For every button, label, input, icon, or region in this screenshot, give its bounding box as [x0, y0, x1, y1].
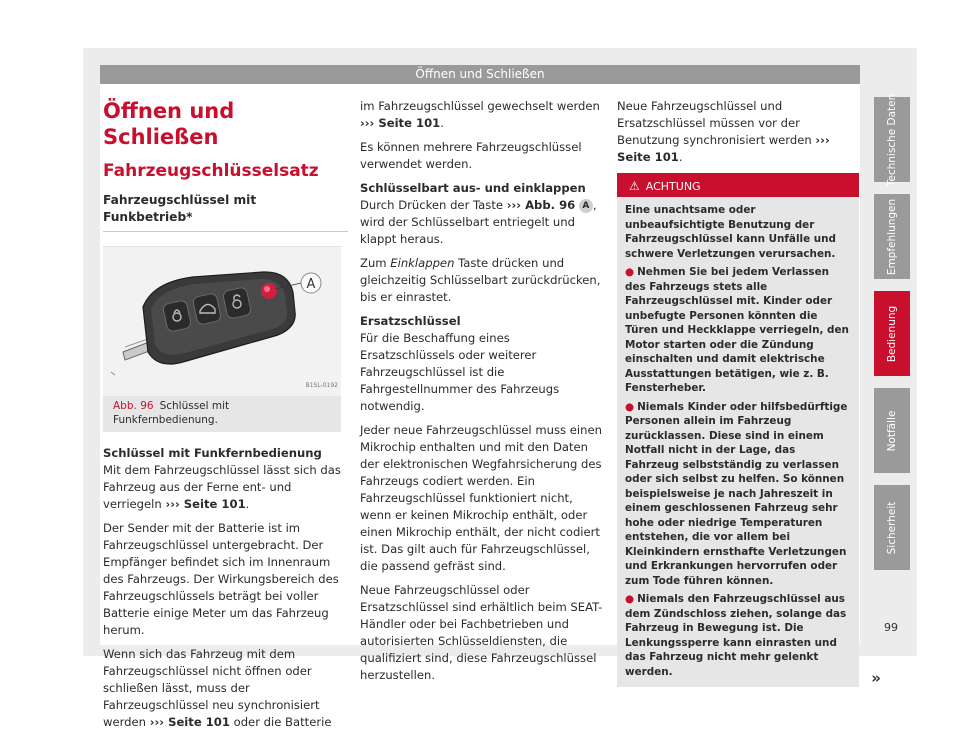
page-link[interactable]: ››› Seite 101 — [360, 116, 441, 130]
figure-caption — [103, 396, 341, 432]
tab-notfaelle[interactable] — [874, 388, 910, 473]
warning-item — [625, 592, 851, 679]
warning-intro: Eine unachtsame oder unbeaufsichtigte Benutzung der Fahrzeugschlüssel kann Unfälle und schwere Verletzungen verursachen. — [625, 204, 836, 260]
tab-sicherheit[interactable] — [874, 485, 910, 570]
warning-box — [617, 173, 881, 687]
warning-item — [625, 400, 851, 589]
paragraph: Der Sender mit der Batterie ist im Fahrzeugschlüssel untergebracht. Der Empfänger befindet sich im Innenraum des Fahrzeugs. Der Wirkungsbereich des Fahrzeugschlüssels beträgt bei voller Batterie einige Meter um das Fahrzeug herum. — [103, 521, 339, 637]
paragraph: Für die Beschaffung eines Ersatzschlüssels oder weiterer Fahrzeugschlüssel ist die Fahrgestellnummer des Fahrzeugs notwendig. — [360, 331, 560, 413]
tab-label: Notfälle — [886, 410, 898, 451]
tab-label: Sicherheit — [886, 501, 898, 554]
warning-item-text: Niemals den Fahrzeugschlüssel aus dem Zündschloss ziehen, solange das Fahrzeug in Bewegung ist. Die Lenkungssperre kann einrasten und das Fahrzeug nicht mehr gelenkt werden. — [625, 593, 847, 678]
warning-header — [617, 175, 859, 197]
tab-label: Bedienung — [886, 305, 898, 362]
figure-link[interactable]: ››› Abb. 96 — [506, 198, 576, 212]
paragraph-text: Durch Drücken der Taste — [360, 198, 504, 212]
bullet-icon: ● — [625, 593, 635, 605]
callout-marker: A — [579, 199, 593, 213]
column-right — [617, 98, 881, 687]
page-number: 99 — [884, 621, 898, 634]
key-illustration — [103, 247, 341, 397]
warning-title: ACHTUNG — [645, 180, 701, 193]
subheading-blade: Schlüsselbart aus- und einklappen — [360, 181, 586, 195]
paragraph-text: , wird der Schlüsselbart entriegelt und klappt heraus. — [360, 198, 597, 246]
warning-triangle-icon: ⚠ — [629, 179, 640, 193]
column-middle — [360, 98, 605, 691]
tab-empfehlungen[interactable] — [874, 194, 910, 279]
page-link[interactable]: ››› Seite 101 — [165, 497, 246, 511]
subheading-spare-key: Ersatzschlüssel — [360, 314, 461, 328]
paragraph-text: oder die Batterie — [233, 715, 332, 729]
running-header: Öffnen und Schließen — [100, 65, 860, 84]
paragraph-text: Wenn sich das Fahrzeug mit dem Fahrzeugschlüssel nicht öffnen oder schließen lässt, muss der Fahrzeugschlüssel neu synchronisiert werden — [103, 647, 320, 729]
tab-label: Technische Daten — [886, 93, 898, 186]
paragraph-text: Mit dem Fahrzeugschlüssel lässt sich das Fahrzeug aus der Ferne ent- und verriegeln — [103, 463, 341, 511]
page-link[interactable]: ››› Seite 101 — [149, 715, 230, 729]
caption-label: Abb. 96 — [113, 400, 154, 412]
key-figure — [103, 246, 341, 396]
tab-technische-daten[interactable] — [874, 93, 910, 186]
paragraph: im Fahrzeugschlüssel gewechselt werden ››› Seite 101. — [360, 99, 600, 130]
warning-item — [625, 265, 851, 396]
figure-code: B1SL-0192 — [305, 382, 338, 389]
chapter-title: Öffnen und Schließen — [103, 99, 235, 149]
tab-bedienung[interactable] — [874, 291, 910, 376]
continue-arrow-icon: » — [871, 669, 881, 687]
paragraph: Neue Fahrzeugschlüssel und Ersatzschlüssel müssen vor der Benutzung synchronisiert werden ››› Seite 101. — [617, 99, 830, 164]
bullet-icon: ● — [625, 266, 635, 278]
warning-item-text: Nehmen Sie bei jedem Verlassen des Fahrzeugs stets alle Fahrzeugschlüssel mit. Kinder oder unbefugte Personen könnten die Türen und Heckklappe verriegeln, den Motor starten oder die Zündung einschalten und damit elektrische Ausstattungen betätigen, wie z. B. Fensterheber. — [625, 266, 849, 394]
section-title: Fahrzeugschlüsselsatz — [103, 161, 319, 181]
paragraph-text: Neue Fahrzeugschlüssel und Ersatzschlüssel müssen vor der Benutzung synchronisiert werden — [617, 99, 812, 147]
paragraph: Neue Fahrzeugschlüssel oder Ersatzschlüssel sind erhältlich beim SEAT-Händler oder bei Fachbetrieben und autorisierten Schlüsseldiensten, die qualifiziert sind, diese Fahrzeugschlüssel herzustellen. — [360, 583, 603, 682]
warning-body — [617, 197, 859, 687]
paragraph: Mit dem Fahrzeugschlüssel lässt sich das Fahrzeug aus der Ferne ent- und verriegeln ››› Seite 101. — [103, 463, 341, 511]
paragraph — [360, 255, 605, 306]
bullet-icon: ● — [625, 400, 635, 413]
warning-item-text: Niemals Kinder oder hilfsbedürftige Personen allein im Fahrzeug zurücklassen. Diese sind in einem Notfall nicht in der Lage, das Fahrzeug selbstständig zu verlassen oder sich selbst zu helfen. So können beispielsweise je nach Jahreszeit in einem geschlossenen Fahrzeug sehr hohe oder niedrige Temperaturen entstehen, die vor allem bei Kleinkindern ernsthafte Verletzungen und Erkrankungen hervorrufen oder zum Tode führen können. — [625, 400, 848, 587]
figure-callout: A — [306, 277, 316, 292]
chapter-tabs — [874, 93, 910, 582]
column-left — [103, 98, 348, 738]
paragraph — [103, 646, 348, 731]
subsection-title: Fahrzeugschlüssel mit Funkbetrieb* — [103, 192, 348, 232]
paragraph — [360, 197, 605, 248]
paragraph-text: im Fahrzeugschlüssel gewechselt werden — [360, 99, 600, 113]
subheading-remote: Schlüssel mit Funkfernbedienung — [103, 446, 322, 460]
caption-text: Schlüssel mit Funkfernbedienung. — [113, 400, 230, 426]
paragraph-text: Taste drücken und gleichzeitig Schlüsselbart zurückdrücken, bis er einrastet. — [360, 256, 601, 304]
page-link[interactable]: ››› Seite 101 — [617, 133, 830, 164]
tab-label: Empfehlungen — [886, 198, 898, 275]
paragraph: Es können mehrere Fahrzeugschlüssel verwendet werden. — [360, 140, 582, 171]
emphasis-text: Einklappen — [390, 256, 455, 270]
paragraph-text: Zum — [360, 256, 387, 270]
paragraph: Jeder neue Fahrzeugschlüssel muss einen Mikrochip enthalten und mit den Daten der elektronischen Wegfahrsicherung des Fahrzeugs codiert werden. Ein Fahrzeugschlüssel funktioniert nicht, wenn er keinen Mikrochip enthält, oder einen Mikrochip enthält, der nicht codiert ist. Das gilt auch für Fahrzeugschlüssel, die passend gefräst sind. — [360, 423, 602, 573]
